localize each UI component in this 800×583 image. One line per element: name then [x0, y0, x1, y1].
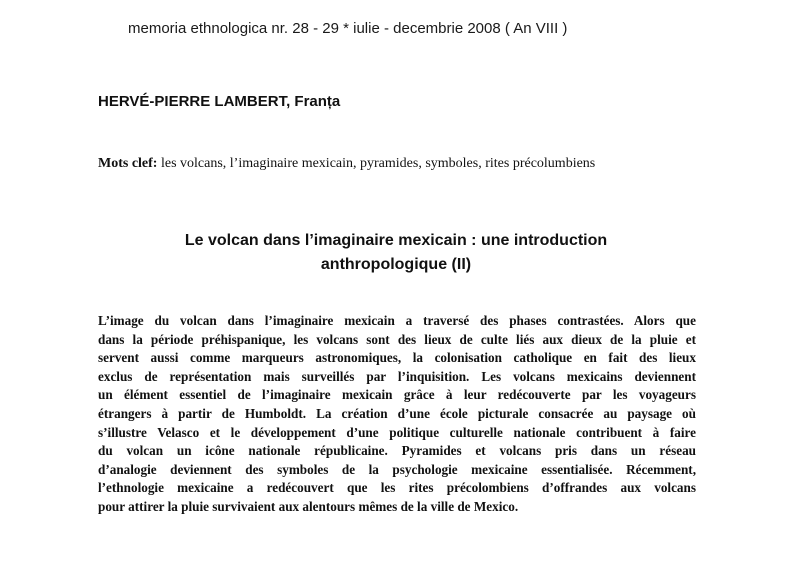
- abstract-line: l’ethnologie mexicaine a redécouvert que les rites précolombiens d’offrandes aux volcans: [98, 480, 696, 496]
- abstract-line: exclus de représentation mais surveillés par l’inquisition. Les volcans mexicains deviennent: [98, 368, 696, 384]
- article-title-line: anthropologique (II): [320, 256, 472, 273]
- keywords-text: les volcans, l’imaginaire mexicain, pyramides, symboles, rites précolumbiens: [157, 156, 596, 171]
- keywords-label: Mots clef:: [98, 156, 158, 171]
- journal-header: memoria ethnologica nr. 28 - 29 * iulie - decembrie 2008 ( An VIII ): [128, 20, 568, 37]
- article-title: [96, 229, 696, 277]
- abstract-line: un élément essentiel de l’imaginaire mexicain grâce à leur redécouverte par les voyageurs: [98, 387, 696, 403]
- abstract-line: d’analogie deviennent des symboles de la psychologie mexicaine essentialisée. Récemment,: [98, 461, 696, 477]
- keywords-line: [98, 156, 595, 172]
- article-title-line: Le volcan dans l’imaginaire mexicain : une introduction: [184, 232, 608, 249]
- author-name: HERVÉ-PIERRE LAMBERT, Franța: [98, 93, 341, 110]
- abstract-line: s’illustre Velasco et le développement d’une politique culturelle nationale contribuent à faire: [98, 424, 696, 440]
- abstract-line: pour attirer la pluie survivaient aux alentours mêmes de la ville de Mexico.: [98, 498, 519, 514]
- abstract-paragraph: [98, 312, 696, 517]
- abstract-line: du volcan un icône nationale républicaine. Pyramides et volcans pris dans un réseau: [98, 443, 696, 459]
- abstract-line: dans la période préhispanique, les volcans sont des lieux de culte liés aux dieux de la pluie et: [98, 331, 696, 347]
- abstract-line: servent aussi comme marqueurs astronomiques, la colonisation catholique en fait des lieux: [98, 350, 696, 366]
- abstract-line: étrangers à partir de Humboldt. La création d’une école picturale consacrée au paysage où: [98, 405, 696, 421]
- abstract-line: L’image du volcan dans l’imaginaire mexicain a traversé des phases contrastées. Alors que: [98, 313, 696, 328]
